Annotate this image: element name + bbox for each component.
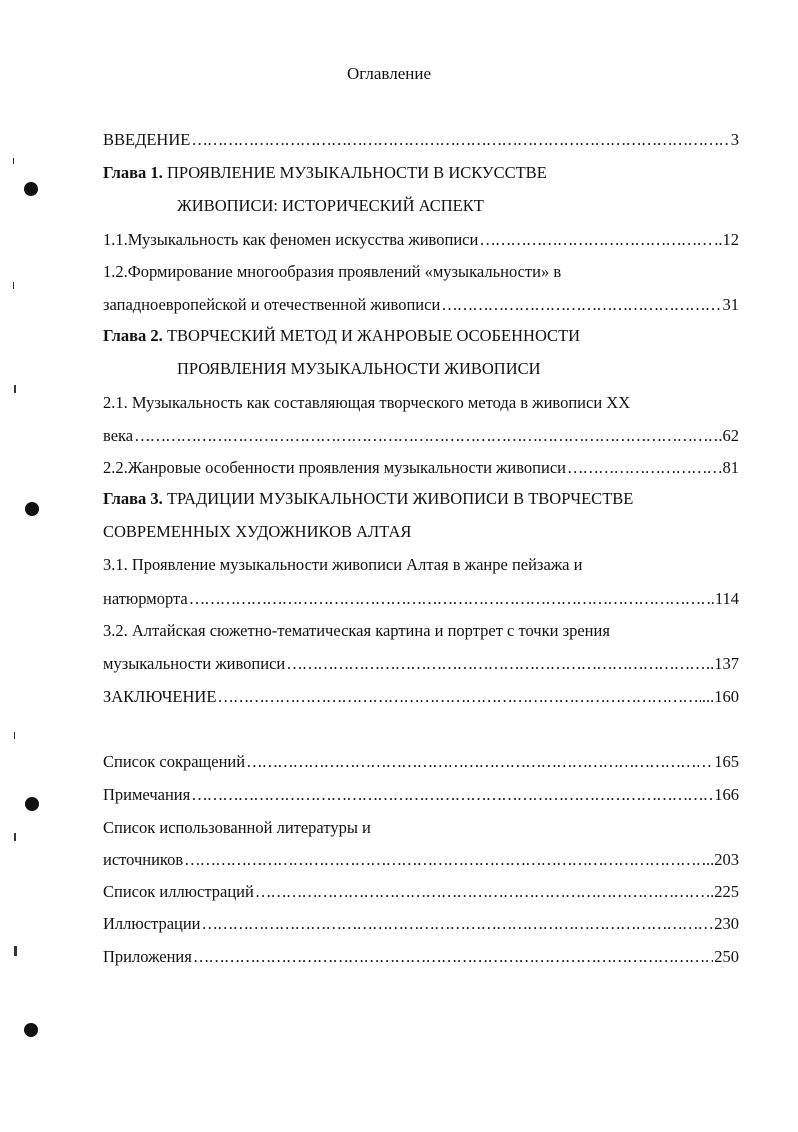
toc-entry-2-1: века …………………………………………………………………………………………………………………………………………………………………………………… .62 [103,426,739,446]
scan-mark [14,385,16,393]
toc-entry-illustrations: Иллюстрации …………………………………………………………………………………………………………………………………………………………………………………… 230 [103,914,739,934]
chapter-3-heading-cont: СОВРЕМЕННЫХ ХУДОЖНИКОВ АЛТАЯ [103,522,412,541]
toc-entry-literature-line1: Список использованной литературы и [103,818,371,837]
scan-mark [13,158,14,164]
toc-entry-3-1-line1: 3.1. Проявление музыкальности живописи Алтая в жанре пейзажа и [103,555,583,574]
toc-entry-intro: ВВЕДЕНИЕ …………………………………………………………………………………………………………………………………………………………………………………… 3 [103,130,739,150]
scan-mark [14,946,17,956]
scan-mark [14,833,16,841]
binder-hole [24,1023,38,1037]
scan-mark [13,282,14,289]
toc-entry-1-2: западноевропейской и отечественной живописи …………………………………………………………………………………………………………………………………………………………………………………… 31 [103,295,739,315]
leader-dots [286,654,705,674]
leader-dots [246,752,713,772]
leader-dots [217,687,700,707]
toc-entry-conclusion: ЗАКЛЮЧЕНИЕ …………………………………………………………………………………………………………………………………………………………………………………… ...160 [103,687,739,707]
leader-dots [202,914,714,934]
binder-hole [24,182,38,196]
toc-entry-1-1: 1.1.Музыкальность как феномен искусства живописи …………………………………………………………………………………………………………………………………………………………………………………… ..12 [103,230,739,250]
leader-dots [441,295,721,315]
toc-entry-3-2: музыкальности живописи …………………………………………………………………………………………………………………………………………………………………………………… ..137 [103,654,739,674]
leader-dots [189,589,706,609]
chapter-2-heading: Глава 2. ТВОРЧЕСКИЙ МЕТОД И ЖАНРОВЫЕ ОСОБЕННОСТИ [103,326,581,345]
leader-dots [191,785,713,805]
toc-entry-2-2: 2.2.Жанровые особенности проявления музыкальности живописи …………………………………………………………………………………………………………………………………………………………………………………… 81 [103,458,739,478]
leader-dots [191,130,729,150]
leader-dots [567,458,722,478]
page-title: Оглавление [347,64,431,83]
leader-dots [255,882,705,902]
chapter-1-heading: Глава 1. ПРОЯВЛЕНИЕ МУЗЫКАЛЬНОСТИ В ИСКУССТВЕ [103,163,547,182]
toc-entry-2-1-line1: 2.1. Музыкальность как составляющая творческого метода в живописи XX [103,393,631,412]
toc-entry-1-2-line1: 1.2.Формирование многообразия проявлений «музыкальности» в [103,262,562,281]
binder-hole [25,502,39,516]
toc-entry-appendices: Приложения …………………………………………………………………………………………………………………………………………………………………………………… 250 [103,947,739,967]
chapter-1-heading-cont: ЖИВОПИСИ: ИСТОРИЧЕСКИЙ АСПЕКТ [177,196,484,215]
toc-entry-literature: источников …………………………………………………………………………………………………………………………………………………………………………………… ..203 [103,850,739,870]
toc-entry-abbreviations: Список сокращений …………………………………………………………………………………………………………………………………………………………………………………… 165 [103,752,739,772]
chapter-3-heading: Глава 3. ТРАДИЦИИ МУЗЫКАЛЬНОСТИ ЖИВОПИСИ В ТВОРЧЕСТВЕ [103,489,634,508]
chapter-2-heading-cont: ПРОЯВЛЕНИЯ МУЗЫКАЛЬНОСТИ ЖИВОПИСИ [177,359,541,378]
binder-hole [25,797,39,811]
leader-dots [193,947,713,967]
leader-dots [479,230,713,250]
scan-mark [14,732,15,739]
leader-dots [184,850,705,870]
toc-entry-3-1: натюрморта …………………………………………………………………………………………………………………………………………………………………………………… ..114 [103,589,739,609]
toc-entry-3-2-line1: 3.2. Алтайская сюжетно-тематическая картина и портрет с точки зрения [103,621,610,640]
toc-entry-notes: Примечания …………………………………………………………………………………………………………………………………………………………………………………… 166 [103,785,739,805]
toc-entry-illustration-list: Список иллюстраций …………………………………………………………………………………………………………………………………………………………………………………… ..225 [103,882,739,902]
leader-dots [134,426,717,446]
